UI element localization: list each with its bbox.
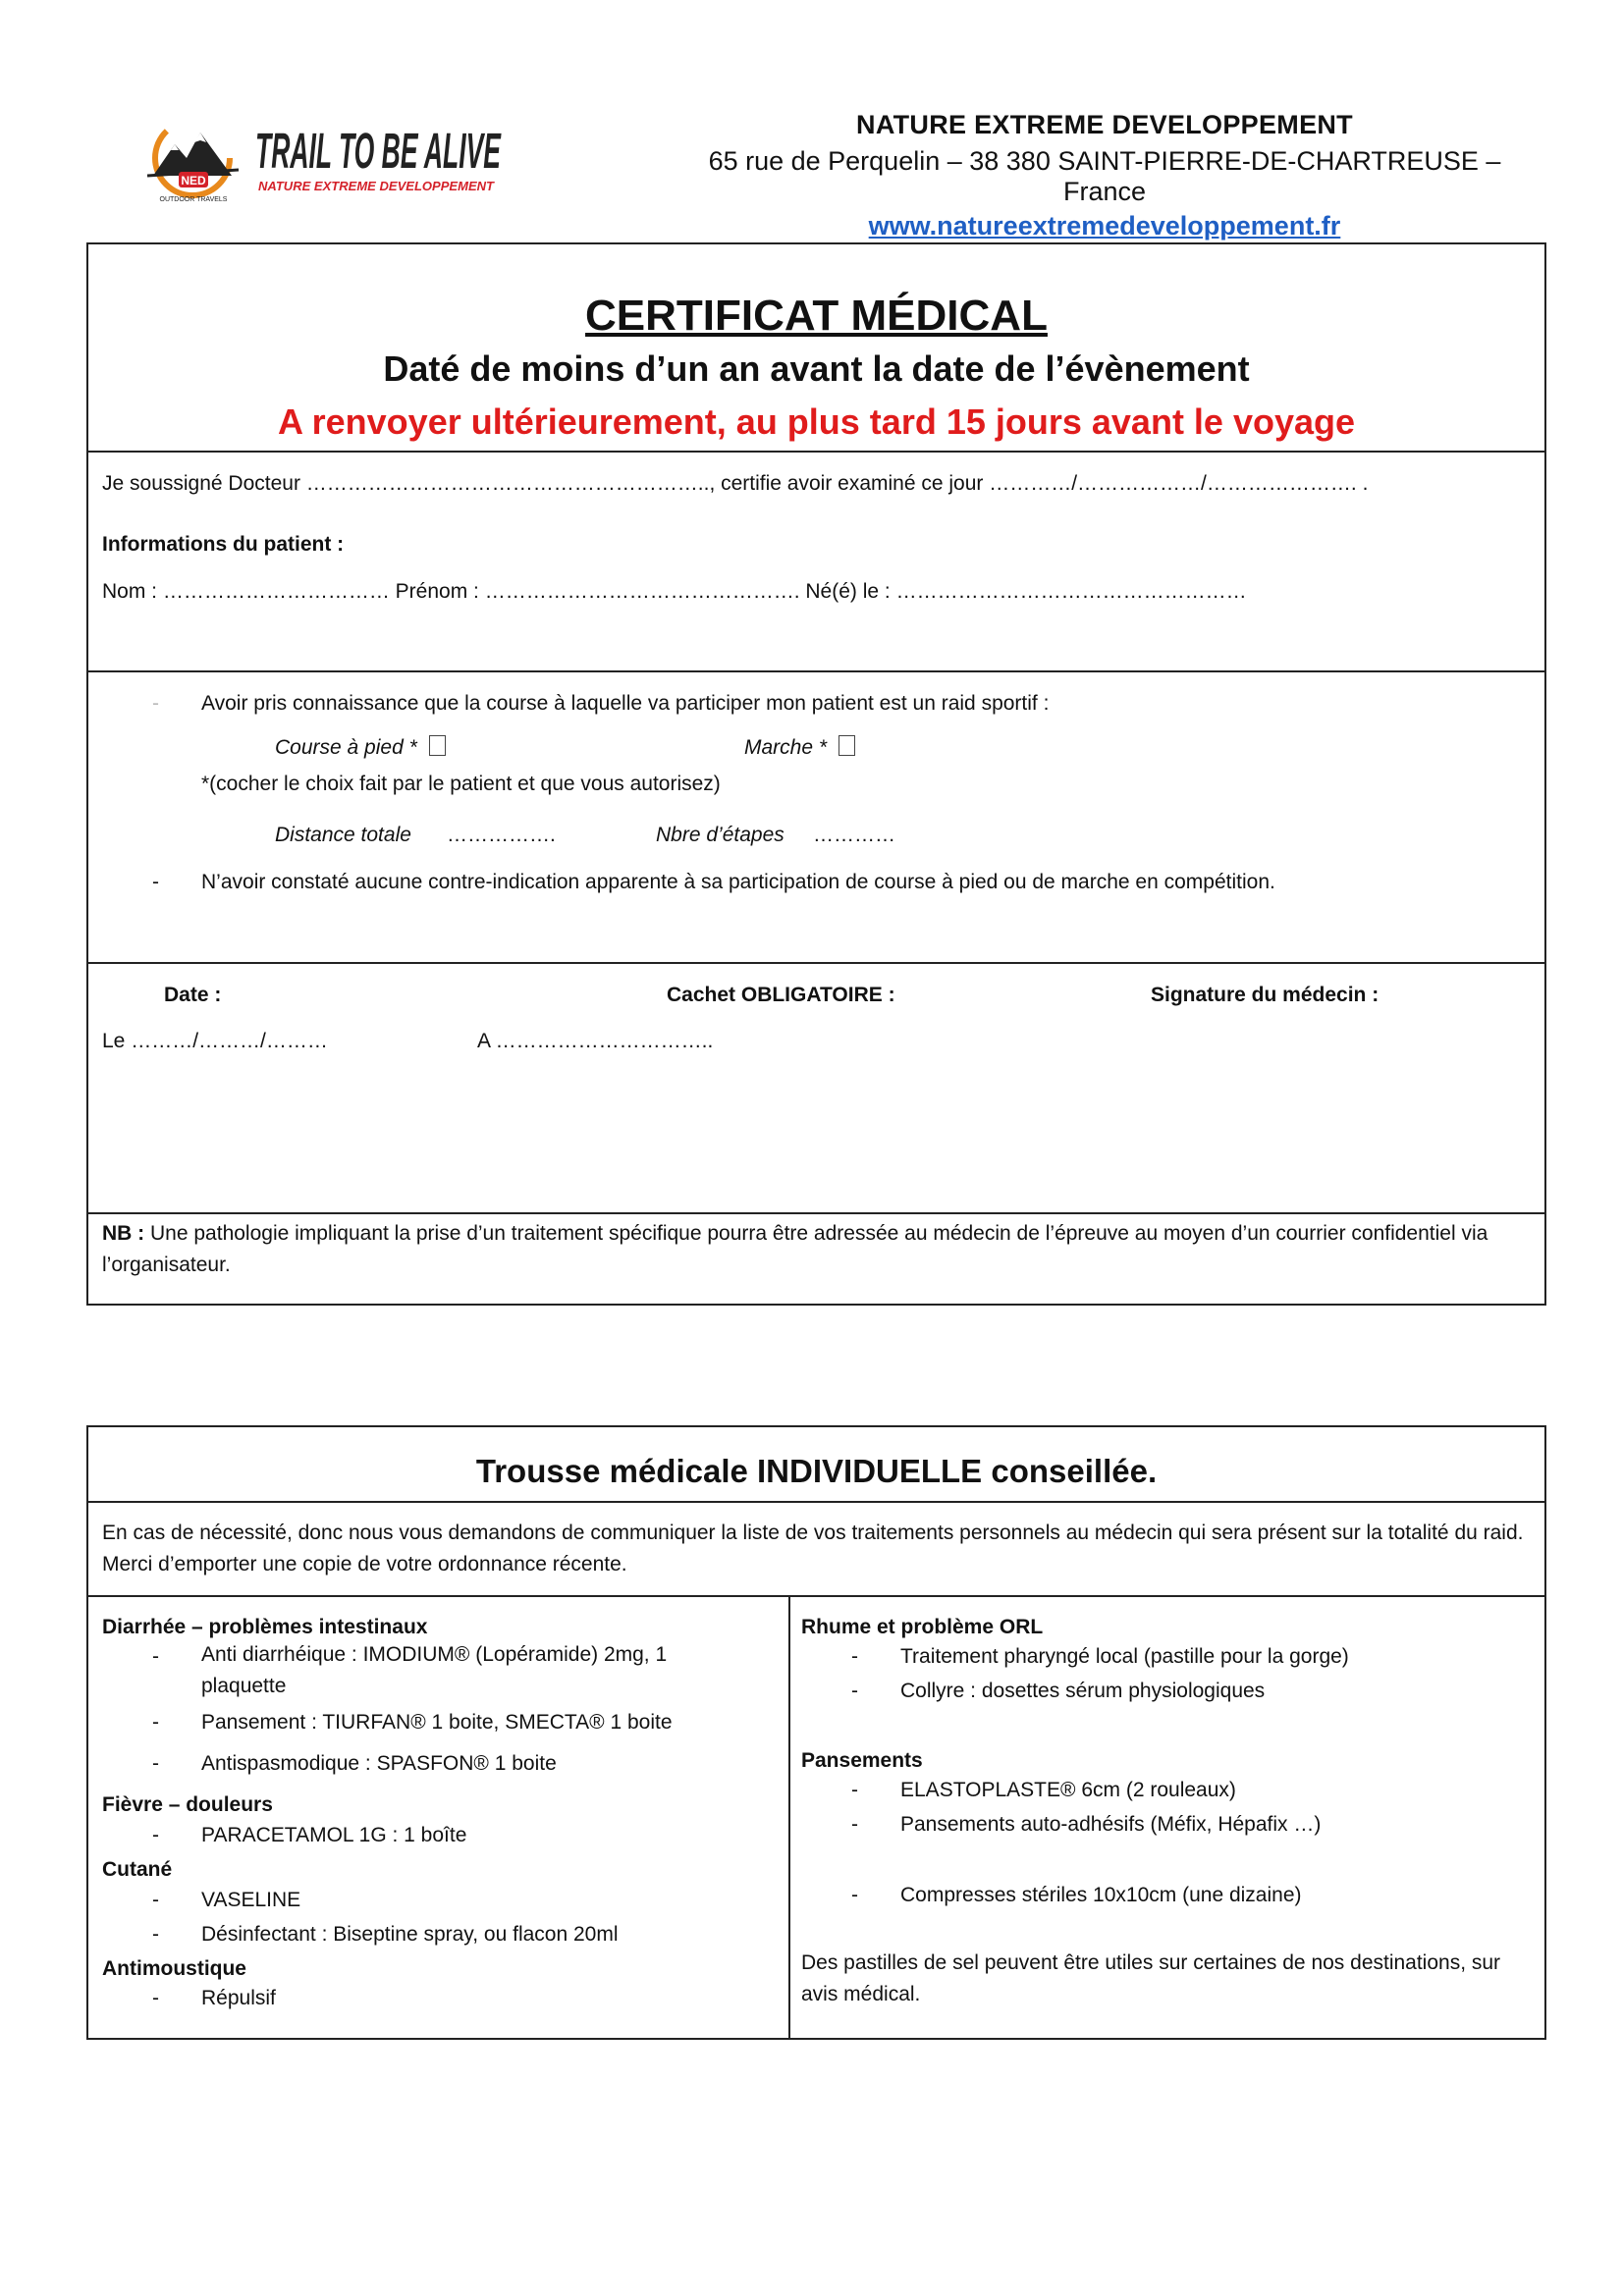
divider [88, 962, 1544, 964]
mosquito-heading: Antimoustique [102, 1957, 246, 1980]
svg-text:NED: NED [181, 174, 206, 187]
kit-item-sterile-compresses: Compresses stériles 10x10cm (une dizaine) [900, 1884, 1302, 1906]
company-website-link[interactable]: www.natureextremedeveloppement.fr [868, 211, 1341, 240]
fever-heading: Fièvre – douleurs [102, 1793, 273, 1816]
bullet-dash: - [851, 1680, 858, 1702]
option-course-a-pied [275, 735, 446, 760]
cold-ent-heading: Rhume et problème ORL [801, 1616, 1044, 1638]
option-marche [744, 735, 855, 760]
kit-item-elastoplaste: ELASTOPLASTE® 6cm (2 rouleaux) [900, 1779, 1236, 1801]
option-marche-label: Marche * [744, 736, 828, 759]
kit-item-paracetamol: PARACETAMOL 1G : 1 boîte [201, 1824, 467, 1846]
stages-label: Nbre d’étapes [656, 824, 784, 846]
kit-item-vaseline: VASELINE [201, 1889, 301, 1911]
bullet-dash: - [152, 1645, 159, 1668]
skin-heading: Cutané [102, 1858, 173, 1881]
patient-identity-line: Nom : …………………………… Prénom : ………………………………………. Né(é) le : …………………………………………… [102, 580, 1247, 603]
logo-brand-text: TRAIL TO BE ALIVE [255, 124, 502, 180]
divider [88, 670, 1544, 672]
medical-kit-title: Trousse médicale INDIVIDUELLE conseillée. [475, 1453, 1158, 1489]
mountain-logo-icon [145, 115, 509, 205]
medical-kit-box [86, 1425, 1546, 2040]
choice-note: *(cocher le choix fait par le patient et que vous autorisez) [201, 773, 721, 795]
bullet-dash: - [152, 692, 159, 715]
svg-text:OUTDOOR TRAVELS: OUTDOOR TRAVELS [159, 196, 228, 203]
kit-item-throat-lozenge: Traitement pharyngé local (pastille pour la gorge) [900, 1645, 1349, 1668]
bullet-dash: - [152, 1711, 159, 1734]
kit-item-pansement: Pansement : TIURFAN® 1 boite, SMECTA® 1 boite [201, 1711, 673, 1734]
bullet-dash: - [851, 1813, 858, 1836]
marche-checkbox[interactable] [839, 735, 855, 756]
salt-tablets-note: Des pastilles de sel peuvent être utiles sur certaines de nos destinations, sur avis médical. [801, 1951, 1501, 2005]
doctor-declaration-line: Je soussigné Docteur ………………………………………………….., certifie avoir examiné ce jour …………/………………/…………………. . [102, 472, 1369, 495]
patient-info-heading: Informations du patient : [102, 533, 345, 556]
kit-item-antispasmodic: Antispasmodique : SPASFON® 1 boite [201, 1752, 557, 1775]
kit-item-eyewash: Collyre : dosettes sérum physiologiques [900, 1680, 1266, 1702]
signature-label: Signature du médecin : [1151, 984, 1380, 1006]
nb-label: NB : [102, 1222, 145, 1245]
bullet-dash: - [152, 1824, 159, 1846]
dressings-heading: Pansements [801, 1749, 923, 1772]
logo-tagline-text: NATURE EXTREME DEVELOPPEMENT [258, 179, 496, 193]
company-address: 65 rue de Perquelin – 38 380 SAINT-PIERRE-DE-CHARTREUSE – France [708, 146, 1501, 206]
column-divider [788, 1595, 790, 2038]
certificate-subtitle: Daté de moins d’un an avant la date de l’évènement [383, 348, 1250, 389]
certificate-deadline-notice: A renvoyer ultérieurement, au plus tard 15 jours avant le voyage [277, 401, 1356, 442]
divider [88, 451, 1544, 453]
nb-note [102, 1218, 1526, 1281]
divider [88, 1501, 1544, 1503]
stamp-label: Cachet OBLIGATOIRE : [667, 984, 895, 1006]
bullet-dash: - [152, 1889, 159, 1911]
kit-item-repellent: Répulsif [201, 1987, 276, 2009]
kit-item-adhesive-dressings: Pansements auto-adhésifs (Méfix, Hépafix …) [900, 1813, 1322, 1836]
certificate-title: CERTIFICAT MÉDICAL [585, 292, 1048, 340]
kit-item-antidiarrheal: Anti diarrhéique : IMODIUM® (Lopéramide) 2mg, 1 plaquette [201, 1643, 668, 1697]
distance-field[interactable]: ……………. [447, 824, 556, 846]
raid-acknowledgement-text: Avoir pris connaissance que la course à laquelle va participer mon patient est un raid sportif : [201, 692, 1050, 715]
no-contraindication-text: N’avoir constaté aucune contre-indication apparente à sa participation de course à pied ou de marche en compétition. [201, 871, 1275, 893]
place-field[interactable]: A ………………………….. [477, 1030, 714, 1052]
kit-item-disinfectant: Désinfectant : Biseptine spray, ou flacon 20ml [201, 1923, 619, 1946]
bullet-dash: - [152, 1987, 159, 2009]
bullet-dash: - [152, 871, 159, 893]
option-course-label: Course à pied * [275, 736, 417, 759]
bullet-dash: - [851, 1779, 858, 1801]
bullet-dash: - [152, 1752, 159, 1775]
date-field[interactable]: Le ………/………/……… [102, 1030, 328, 1052]
bullet-dash: - [152, 1923, 159, 1946]
medical-kit-intro: En cas de nécessité, donc nous vous demandons de communiquer la liste de vos traitements personnels au médecin qui sera présent sur la totalité du raid. Merci d’emporter une copie de votre ordonnance récente. [102, 1522, 1524, 1575]
company-info [668, 110, 1542, 241]
company-logo [145, 115, 509, 205]
medical-certificate-box [86, 242, 1546, 1306]
diarrhea-heading: Diarrhée – problèmes intestinaux [102, 1616, 428, 1638]
divider [88, 1212, 1544, 1214]
company-name: NATURE EXTREME DEVELOPPEMENT [856, 110, 1353, 139]
bullet-dash: - [851, 1884, 858, 1906]
bullet-dash: - [851, 1645, 858, 1668]
divider [88, 1595, 1544, 1597]
date-label: Date : [164, 984, 222, 1006]
stages-field[interactable]: ………… [813, 824, 895, 846]
nb-text: Une pathologie impliquant la prise d’un traitement spécifique pourra être adressée au médecin de l’épreuve au moyen d’un courrier confidentiel via l’organisateur. [102, 1222, 1488, 1276]
distance-label: Distance totale [275, 824, 411, 846]
course-a-pied-checkbox[interactable] [429, 735, 446, 756]
